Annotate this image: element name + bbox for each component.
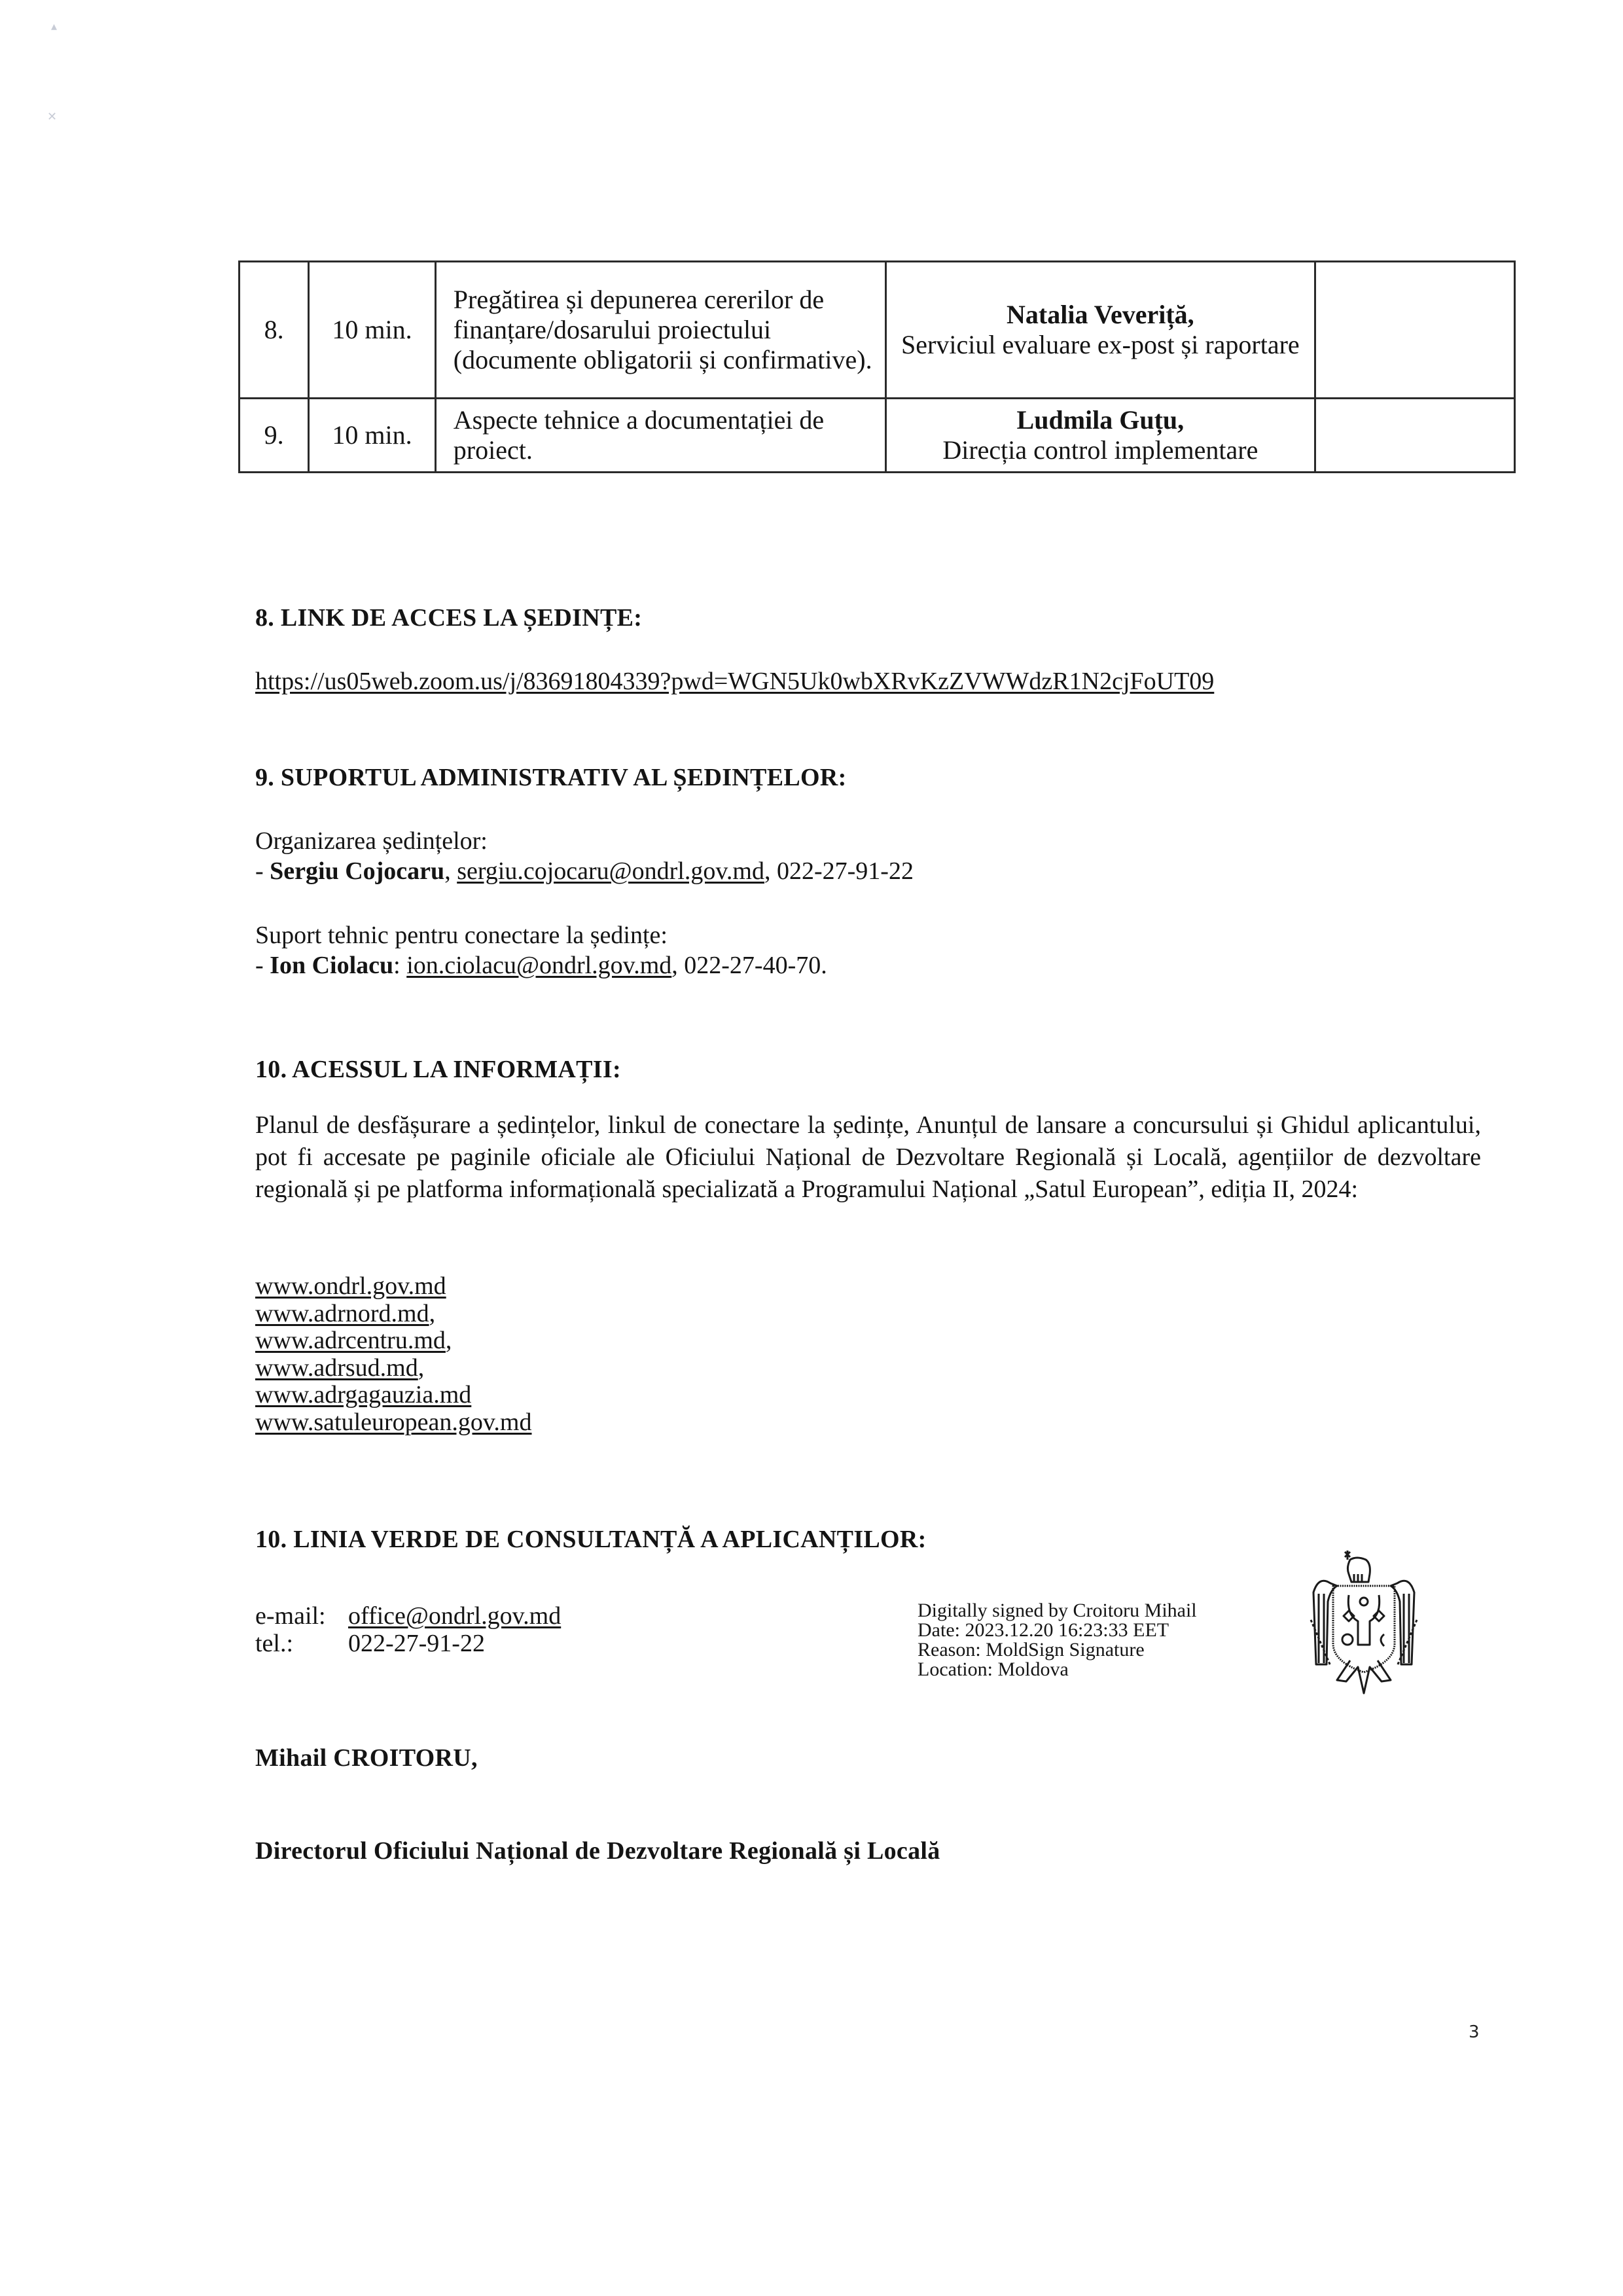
row-duration: 10 min.: [309, 399, 436, 473]
tech-separator: :: [393, 952, 407, 979]
tel-label: tel.:: [255, 1630, 294, 1657]
website-link-item: [255, 1382, 531, 1409]
signature-signed-by: Digitally signed by Croitoru Mihail: [918, 1600, 1197, 1621]
signature-date: Date: 2023.12.20 16:23:33 EET: [918, 1619, 1169, 1641]
tech-prefix: -: [255, 952, 270, 979]
table-row: [240, 262, 1515, 399]
row-topic: Pregătirea și depunerea cererilor de finanțare/dosarului proiectului (documente obligatorii și confirmative).: [435, 262, 885, 399]
section-heading-link: 8. LINK DE ACCES LA ȘEDINȚE:: [255, 604, 643, 632]
website-link-item: [255, 1300, 531, 1328]
website-link-item: [255, 1327, 531, 1355]
tech-name: Ion Ciolacu: [270, 952, 394, 979]
tech-email-link[interactable]: ion.ciolacu@ondrl.gov.md: [406, 952, 672, 979]
hotline-email-link[interactable]: office@ondrl.gov.md: [348, 1602, 562, 1630]
website-links: [255, 1273, 531, 1436]
hotline-contact: [255, 1602, 561, 1657]
row-speaker: [885, 399, 1315, 473]
section-heading-access: 10. ACESSUL LA INFORMAȚII:: [255, 1056, 621, 1083]
meeting-link[interactable]: https://us05web.zoom.us/j/83691804339?pwd=WGN5Uk0wbXRvKzZVWWdzR1N2cjFoUT09: [255, 668, 1215, 695]
website-link-item: [255, 1355, 531, 1382]
link-suffix: ,: [418, 1354, 425, 1382]
speaker-department: Direcția control implementare: [942, 435, 1258, 465]
access-paragraph: Planul de desfășurare a ședințelor, linkul de conectare la ședințe, Anunțul de lansare a concursului și Ghidul aplicantului, pot fi accesate pe paginile oficiale ale Oficiului Național de Dezvoltare Regională și Locală, agențiilor de dezvoltare regională și pe platforma informațională specializată a Programului Național „Satul European”, ediția II, 2024:: [255, 1111, 1481, 1203]
organizer-prefix: -: [255, 857, 270, 885]
digital-signature: [918, 1601, 1197, 1679]
tech-support-label: Suport tehnic pentru conectare la ședințe:: [255, 922, 668, 949]
website-link[interactable]: www.adrnord.md: [255, 1299, 429, 1327]
organizer-phone: , 022-27-91-22: [764, 857, 914, 885]
organizer-email-link[interactable]: sergiu.cojocaru@ondrl.gov.md: [457, 857, 764, 885]
scan-artifact: ✕: [47, 110, 58, 124]
signatory-title: Directorul Oficiului Național de Dezvoltare Regională și Locală: [255, 1837, 940, 1865]
website-link[interactable]: www.adrgagauzia.md: [255, 1381, 472, 1408]
agenda-table: [238, 260, 1516, 473]
link-suffix: ,: [445, 1327, 452, 1354]
website-link[interactable]: www.satuleuropean.gov.md: [255, 1408, 532, 1436]
row-number: 9.: [240, 399, 309, 473]
section-heading-admin: 9. SUPORTUL ADMINISTRATIV AL ȘEDINȚELOR:: [255, 764, 847, 791]
signature-reason: Reason: MoldSign Signature: [918, 1639, 1145, 1660]
coat-of-arms-icon: [1304, 1548, 1423, 1698]
table-row: [240, 399, 1515, 473]
row-speaker: [885, 262, 1315, 399]
row-extra: [1315, 399, 1515, 473]
tech-support-contact: [255, 950, 827, 980]
row-extra: [1315, 262, 1515, 399]
organization-label: Organizarea ședințelor:: [255, 827, 488, 855]
hotline-phone: 022-27-91-22: [348, 1630, 485, 1657]
speaker-name: Natalia Veveriță,: [1007, 300, 1194, 329]
speaker-department: Serviciul evaluare ex-post și raportare: [901, 330, 1300, 359]
scan-artifact: ▴: [51, 20, 58, 33]
organizer-contact: [255, 856, 914, 886]
row-topic: Aspecte tehnice a documentației de proiect.: [435, 399, 885, 473]
signatory-name: Mihail CROITORU,: [255, 1744, 478, 1772]
speaker-name: Ludmila Guțu,: [1016, 405, 1185, 435]
website-link[interactable]: www.adrcentru.md: [255, 1327, 446, 1354]
row-duration: 10 min.: [309, 262, 436, 399]
signature-location: Location: Moldova: [918, 1659, 1069, 1680]
link-suffix: ,: [429, 1299, 436, 1327]
section-heading-hotline: 10. LINIA VERDE DE CONSULTANȚĂ A APLICANȚILOR:: [255, 1526, 927, 1553]
tech-phone: , 022-27-40-70.: [671, 952, 827, 979]
row-number: 8.: [240, 262, 309, 399]
website-link[interactable]: www.adrsud.md: [255, 1354, 418, 1382]
organizer-separator: ,: [444, 857, 457, 885]
website-link-item: [255, 1409, 531, 1437]
organizer-name: Sergiu Cojocaru: [270, 857, 445, 885]
website-link[interactable]: www.ondrl.gov.md: [255, 1272, 446, 1300]
email-label: e-mail:: [255, 1602, 326, 1630]
page-number: 3: [1469, 2022, 1480, 2042]
